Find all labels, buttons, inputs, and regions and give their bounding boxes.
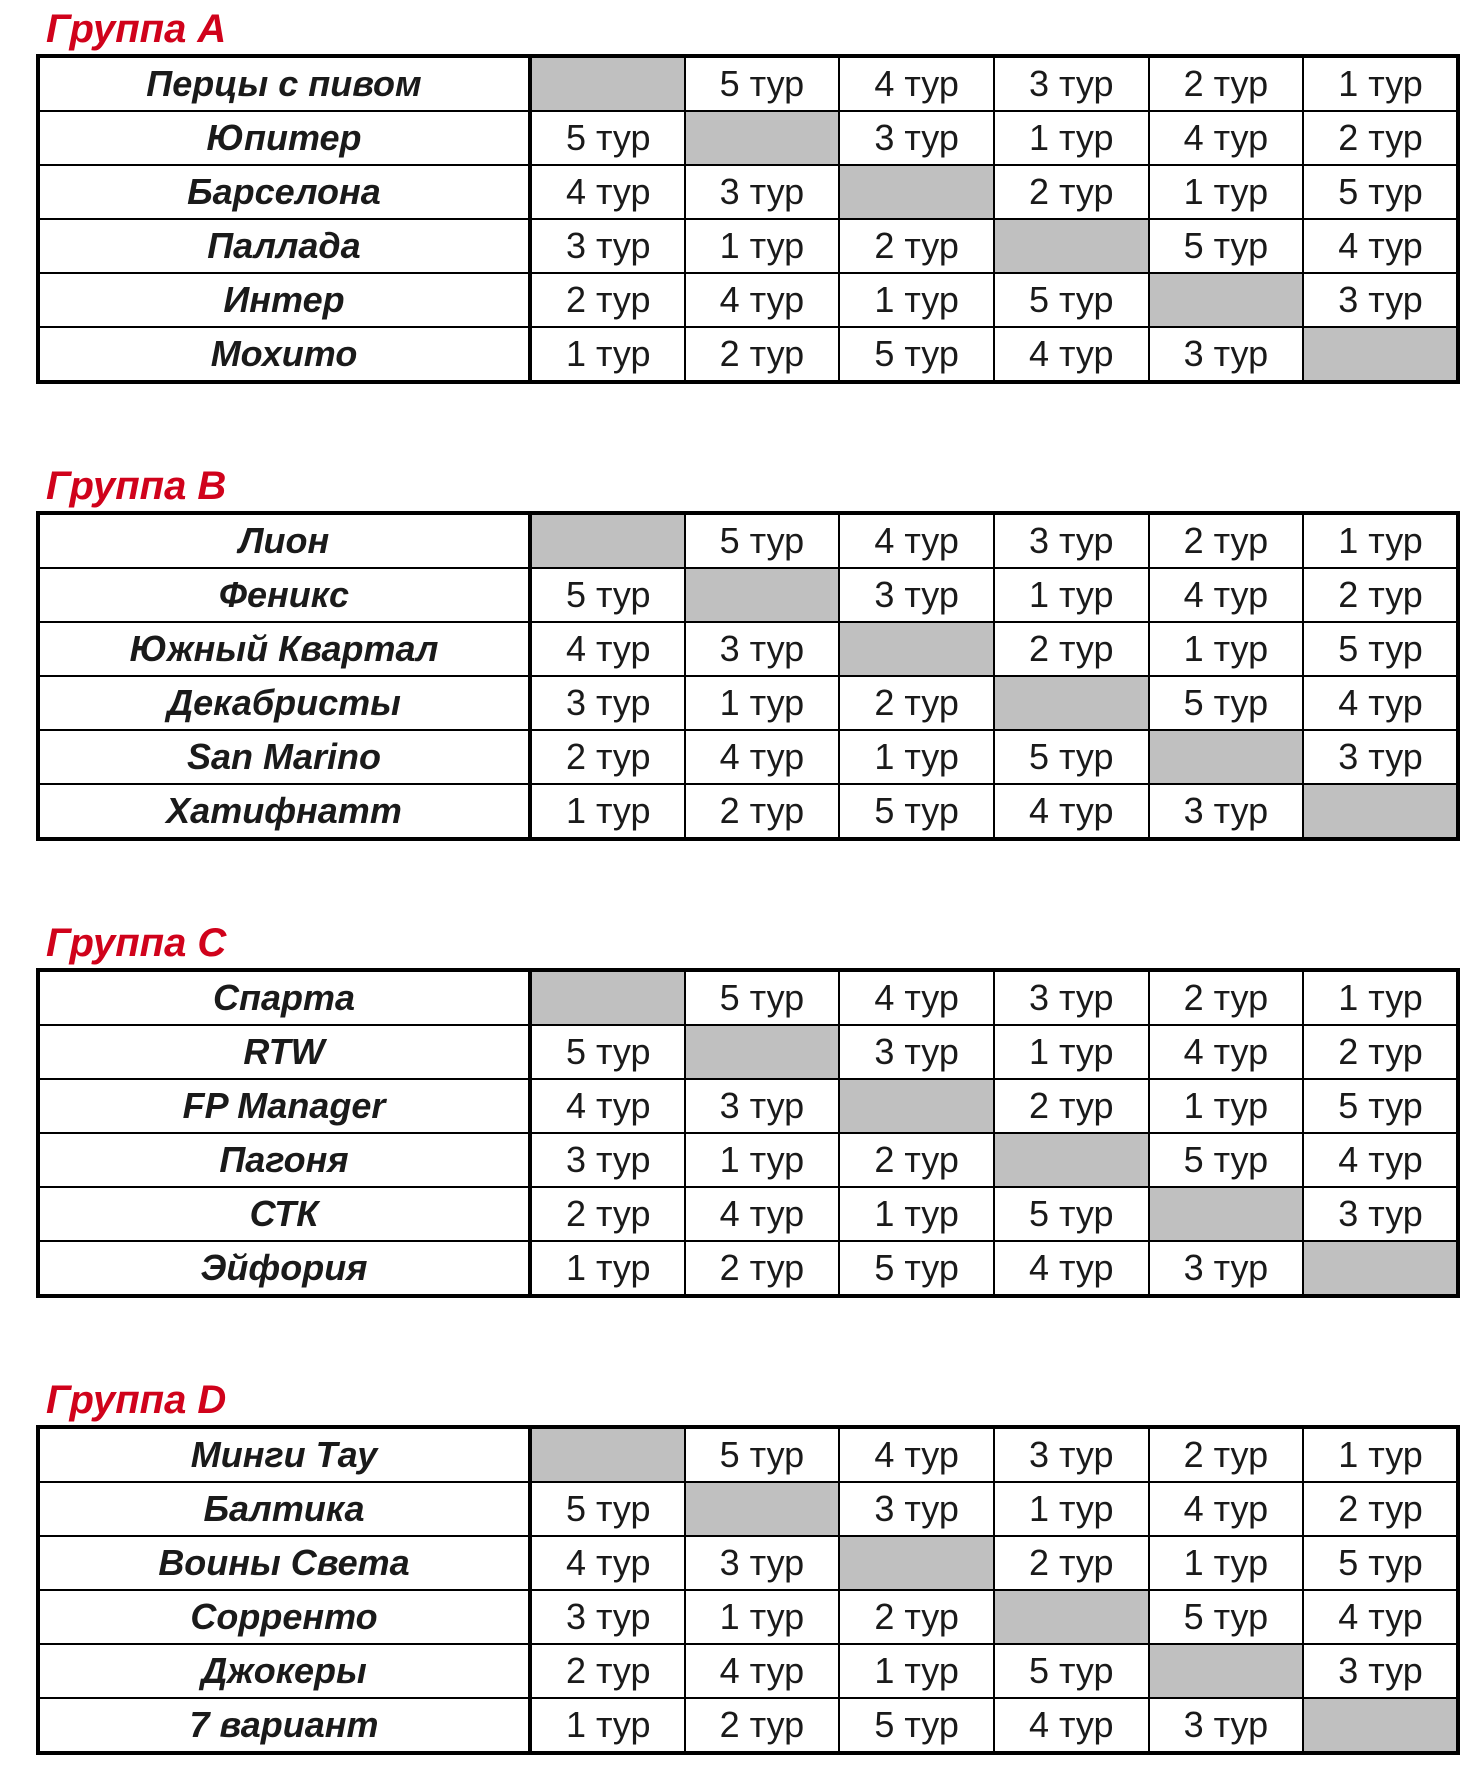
team-name: Феникс bbox=[38, 568, 530, 622]
table-row bbox=[38, 1427, 1458, 1482]
team-name: Пагоня bbox=[38, 1133, 530, 1187]
round-cell: 1 тур bbox=[1303, 513, 1458, 568]
blank-cell bbox=[530, 513, 685, 568]
round-cell: 5 тур bbox=[1149, 1133, 1304, 1187]
round-cell: 3 тур bbox=[994, 513, 1149, 568]
round-cell: 2 тур bbox=[839, 219, 994, 273]
round-cell: 2 тур bbox=[1149, 56, 1304, 111]
blank-cell bbox=[1303, 1241, 1458, 1296]
round-cell: 3 тур bbox=[685, 1079, 840, 1133]
blank-cell bbox=[994, 676, 1149, 730]
round-cell: 2 тур bbox=[685, 1698, 840, 1753]
round-cell: 2 тур bbox=[994, 622, 1149, 676]
round-cell: 1 тур bbox=[530, 784, 685, 839]
round-cell: 5 тур bbox=[685, 1427, 840, 1482]
table-row bbox=[38, 622, 1458, 676]
round-cell: 2 тур bbox=[839, 1133, 994, 1187]
round-cell: 5 тур bbox=[530, 1025, 685, 1079]
blank-cell bbox=[994, 1590, 1149, 1644]
round-cell: 4 тур bbox=[685, 730, 840, 784]
round-cell: 2 тур bbox=[1303, 1482, 1458, 1536]
round-cell: 1 тур bbox=[1303, 970, 1458, 1025]
round-cell: 5 тур bbox=[1149, 1590, 1304, 1644]
round-cell: 3 тур bbox=[1303, 273, 1458, 327]
blank-cell bbox=[839, 622, 994, 676]
group-d-table bbox=[36, 1425, 1460, 1755]
group-c-title: Группа C bbox=[46, 921, 227, 965]
round-cell: 1 тур bbox=[1303, 1427, 1458, 1482]
round-cell: 1 тур bbox=[1303, 56, 1458, 111]
team-name: Мохито bbox=[38, 327, 530, 382]
round-cell: 4 тур bbox=[994, 784, 1149, 839]
round-cell: 3 тур bbox=[1149, 1698, 1304, 1753]
round-cell: 3 тур bbox=[994, 56, 1149, 111]
blank-cell bbox=[839, 1536, 994, 1590]
round-cell: 3 тур bbox=[994, 1427, 1149, 1482]
blank-cell bbox=[530, 56, 685, 111]
round-cell: 1 тур bbox=[685, 219, 840, 273]
round-cell: 3 тур bbox=[1149, 327, 1304, 382]
table-row bbox=[38, 730, 1458, 784]
round-cell: 5 тур bbox=[1149, 676, 1304, 730]
blank-cell bbox=[1149, 1644, 1304, 1698]
table-row bbox=[38, 1079, 1458, 1133]
round-cell: 3 тур bbox=[685, 622, 840, 676]
round-cell: 3 тур bbox=[530, 676, 685, 730]
round-cell: 4 тур bbox=[530, 1079, 685, 1133]
group-d-title: Группа D bbox=[46, 1378, 227, 1422]
round-cell: 1 тур bbox=[839, 730, 994, 784]
round-cell: 3 тур bbox=[1303, 730, 1458, 784]
table-row bbox=[38, 56, 1458, 111]
round-cell: 1 тур bbox=[994, 1025, 1149, 1079]
round-cell: 2 тур bbox=[530, 1644, 685, 1698]
round-cell: 4 тур bbox=[839, 970, 994, 1025]
round-cell: 1 тур bbox=[685, 676, 840, 730]
round-cell: 3 тур bbox=[530, 1590, 685, 1644]
round-cell: 3 тур bbox=[839, 1482, 994, 1536]
round-cell: 1 тур bbox=[685, 1133, 840, 1187]
round-cell: 4 тур bbox=[994, 327, 1149, 382]
blank-cell bbox=[839, 165, 994, 219]
round-cell: 4 тур bbox=[839, 513, 994, 568]
round-cell: 1 тур bbox=[994, 568, 1149, 622]
round-cell: 3 тур bbox=[1149, 784, 1304, 839]
blank-cell bbox=[839, 1079, 994, 1133]
team-name: Минги Тау bbox=[38, 1427, 530, 1482]
round-cell: 5 тур bbox=[530, 568, 685, 622]
round-cell: 5 тур bbox=[1303, 622, 1458, 676]
table-row bbox=[38, 1644, 1458, 1698]
round-cell: 2 тур bbox=[685, 1241, 840, 1296]
team-name: Барселона bbox=[38, 165, 530, 219]
round-cell: 1 тур bbox=[530, 1698, 685, 1753]
team-name: Южный Квартал bbox=[38, 622, 530, 676]
team-name: San Marino bbox=[38, 730, 530, 784]
group-b-title: Группа B bbox=[46, 464, 227, 508]
round-cell: 5 тур bbox=[994, 273, 1149, 327]
table-row bbox=[38, 1536, 1458, 1590]
team-name: Паллада bbox=[38, 219, 530, 273]
table-row bbox=[38, 784, 1458, 839]
round-cell: 1 тур bbox=[1149, 622, 1304, 676]
team-name: RTW bbox=[38, 1025, 530, 1079]
round-cell: 5 тур bbox=[1303, 1079, 1458, 1133]
round-cell: 1 тур bbox=[839, 1644, 994, 1698]
table-row bbox=[38, 970, 1458, 1025]
team-name: Хатифнатт bbox=[38, 784, 530, 839]
team-name: Балтика bbox=[38, 1482, 530, 1536]
table-row bbox=[38, 1698, 1458, 1753]
round-cell: 4 тур bbox=[994, 1241, 1149, 1296]
round-cell: 4 тур bbox=[1149, 1482, 1304, 1536]
table-row bbox=[38, 568, 1458, 622]
round-cell: 4 тур bbox=[1149, 568, 1304, 622]
group-b-table bbox=[36, 511, 1460, 841]
round-cell: 1 тур bbox=[1149, 1079, 1304, 1133]
round-cell: 5 тур bbox=[685, 970, 840, 1025]
table-row bbox=[38, 1187, 1458, 1241]
round-cell: 4 тур bbox=[685, 1187, 840, 1241]
round-cell: 2 тур bbox=[1149, 513, 1304, 568]
round-cell: 2 тур bbox=[1303, 111, 1458, 165]
team-name: Джокеры bbox=[38, 1644, 530, 1698]
round-cell: 5 тур bbox=[839, 327, 994, 382]
blank-cell bbox=[1303, 1698, 1458, 1753]
round-cell: 4 тур bbox=[530, 1536, 685, 1590]
round-cell: 5 тур bbox=[685, 56, 840, 111]
table-row bbox=[38, 273, 1458, 327]
blank-cell bbox=[1149, 730, 1304, 784]
blank-cell bbox=[1303, 784, 1458, 839]
table-row bbox=[38, 513, 1458, 568]
round-cell: 1 тур bbox=[839, 273, 994, 327]
round-cell: 4 тур bbox=[839, 56, 994, 111]
table-row bbox=[38, 1482, 1458, 1536]
round-cell: 1 тур bbox=[530, 327, 685, 382]
round-cell: 2 тур bbox=[685, 327, 840, 382]
round-cell: 2 тур bbox=[1303, 1025, 1458, 1079]
blank-cell bbox=[685, 111, 840, 165]
round-cell: 4 тур bbox=[685, 273, 840, 327]
group-c-table bbox=[36, 968, 1460, 1298]
round-cell: 4 тур bbox=[685, 1644, 840, 1698]
blank-cell bbox=[530, 1427, 685, 1482]
round-cell: 3 тур bbox=[1303, 1644, 1458, 1698]
round-cell: 4 тур bbox=[839, 1427, 994, 1482]
blank-cell bbox=[1149, 273, 1304, 327]
round-cell: 2 тур bbox=[839, 676, 994, 730]
team-name: Юпитер bbox=[38, 111, 530, 165]
round-cell: 1 тур bbox=[1149, 1536, 1304, 1590]
round-cell: 4 тур bbox=[1149, 1025, 1304, 1079]
round-cell: 4 тур bbox=[1303, 676, 1458, 730]
team-name: Сорренто bbox=[38, 1590, 530, 1644]
table-row bbox=[38, 1133, 1458, 1187]
round-cell: 2 тур bbox=[994, 1079, 1149, 1133]
blank-cell bbox=[530, 970, 685, 1025]
round-cell: 5 тур bbox=[994, 730, 1149, 784]
round-cell: 1 тур bbox=[994, 1482, 1149, 1536]
round-cell: 5 тур bbox=[530, 1482, 685, 1536]
round-cell: 2 тур bbox=[1149, 1427, 1304, 1482]
team-name: FP Manager bbox=[38, 1079, 530, 1133]
round-cell: 2 тур bbox=[530, 730, 685, 784]
round-cell: 5 тур bbox=[1303, 1536, 1458, 1590]
table-row bbox=[38, 1241, 1458, 1296]
round-cell: 2 тур bbox=[1149, 970, 1304, 1025]
round-cell: 4 тур bbox=[1149, 111, 1304, 165]
team-name: Интер bbox=[38, 273, 530, 327]
round-cell: 3 тур bbox=[1149, 1241, 1304, 1296]
blank-cell bbox=[1149, 1187, 1304, 1241]
blank-cell bbox=[685, 568, 840, 622]
round-cell: 2 тур bbox=[994, 1536, 1149, 1590]
round-cell: 3 тур bbox=[1303, 1187, 1458, 1241]
round-cell: 2 тур bbox=[685, 784, 840, 839]
round-cell: 2 тур bbox=[530, 1187, 685, 1241]
round-cell: 4 тур bbox=[530, 165, 685, 219]
table-row bbox=[38, 111, 1458, 165]
round-cell: 3 тур bbox=[685, 165, 840, 219]
team-name: Перцы с пивом bbox=[38, 56, 530, 111]
team-name: Эйфория bbox=[38, 1241, 530, 1296]
round-cell: 5 тур bbox=[685, 513, 840, 568]
round-cell: 5 тур bbox=[994, 1644, 1149, 1698]
blank-cell bbox=[685, 1025, 840, 1079]
table-row bbox=[38, 219, 1458, 273]
round-cell: 3 тур bbox=[685, 1536, 840, 1590]
blank-cell bbox=[685, 1482, 840, 1536]
round-cell: 5 тур bbox=[839, 1698, 994, 1753]
round-cell: 4 тур bbox=[994, 1698, 1149, 1753]
round-cell: 5 тур bbox=[994, 1187, 1149, 1241]
blank-cell bbox=[994, 219, 1149, 273]
table-row bbox=[38, 165, 1458, 219]
team-name: 7 вариант bbox=[38, 1698, 530, 1753]
round-cell: 3 тур bbox=[530, 1133, 685, 1187]
blank-cell bbox=[1303, 327, 1458, 382]
round-cell: 5 тур bbox=[530, 111, 685, 165]
round-cell: 3 тур bbox=[530, 219, 685, 273]
round-cell: 5 тур bbox=[839, 784, 994, 839]
group-a-title: Группа A bbox=[46, 7, 227, 51]
round-cell: 5 тур bbox=[1149, 219, 1304, 273]
team-name: Воины Света bbox=[38, 1536, 530, 1590]
round-cell: 4 тур bbox=[1303, 1133, 1458, 1187]
round-cell: 2 тур bbox=[530, 273, 685, 327]
round-cell: 2 тур bbox=[994, 165, 1149, 219]
team-name: Лион bbox=[38, 513, 530, 568]
round-cell: 1 тур bbox=[530, 1241, 685, 1296]
table-row bbox=[38, 676, 1458, 730]
round-cell: 3 тур bbox=[839, 111, 994, 165]
round-cell: 3 тур bbox=[994, 970, 1149, 1025]
round-cell: 2 тур bbox=[1303, 568, 1458, 622]
round-cell: 1 тур bbox=[839, 1187, 994, 1241]
table-row bbox=[38, 327, 1458, 382]
table-row bbox=[38, 1025, 1458, 1079]
round-cell: 5 тур bbox=[839, 1241, 994, 1296]
team-name: Спарта bbox=[38, 970, 530, 1025]
round-cell: 5 тур bbox=[1303, 165, 1458, 219]
table-row bbox=[38, 1590, 1458, 1644]
round-cell: 4 тур bbox=[1303, 1590, 1458, 1644]
round-cell: 3 тур bbox=[839, 568, 994, 622]
round-cell: 2 тур bbox=[839, 1590, 994, 1644]
round-cell: 1 тур bbox=[1149, 165, 1304, 219]
team-name: Декабристы bbox=[38, 676, 530, 730]
round-cell: 1 тур bbox=[685, 1590, 840, 1644]
round-cell: 1 тур bbox=[994, 111, 1149, 165]
blank-cell bbox=[994, 1133, 1149, 1187]
round-cell: 4 тур bbox=[1303, 219, 1458, 273]
team-name: СТК bbox=[38, 1187, 530, 1241]
round-cell: 3 тур bbox=[839, 1025, 994, 1079]
group-a-table bbox=[36, 54, 1460, 384]
round-cell: 4 тур bbox=[530, 622, 685, 676]
